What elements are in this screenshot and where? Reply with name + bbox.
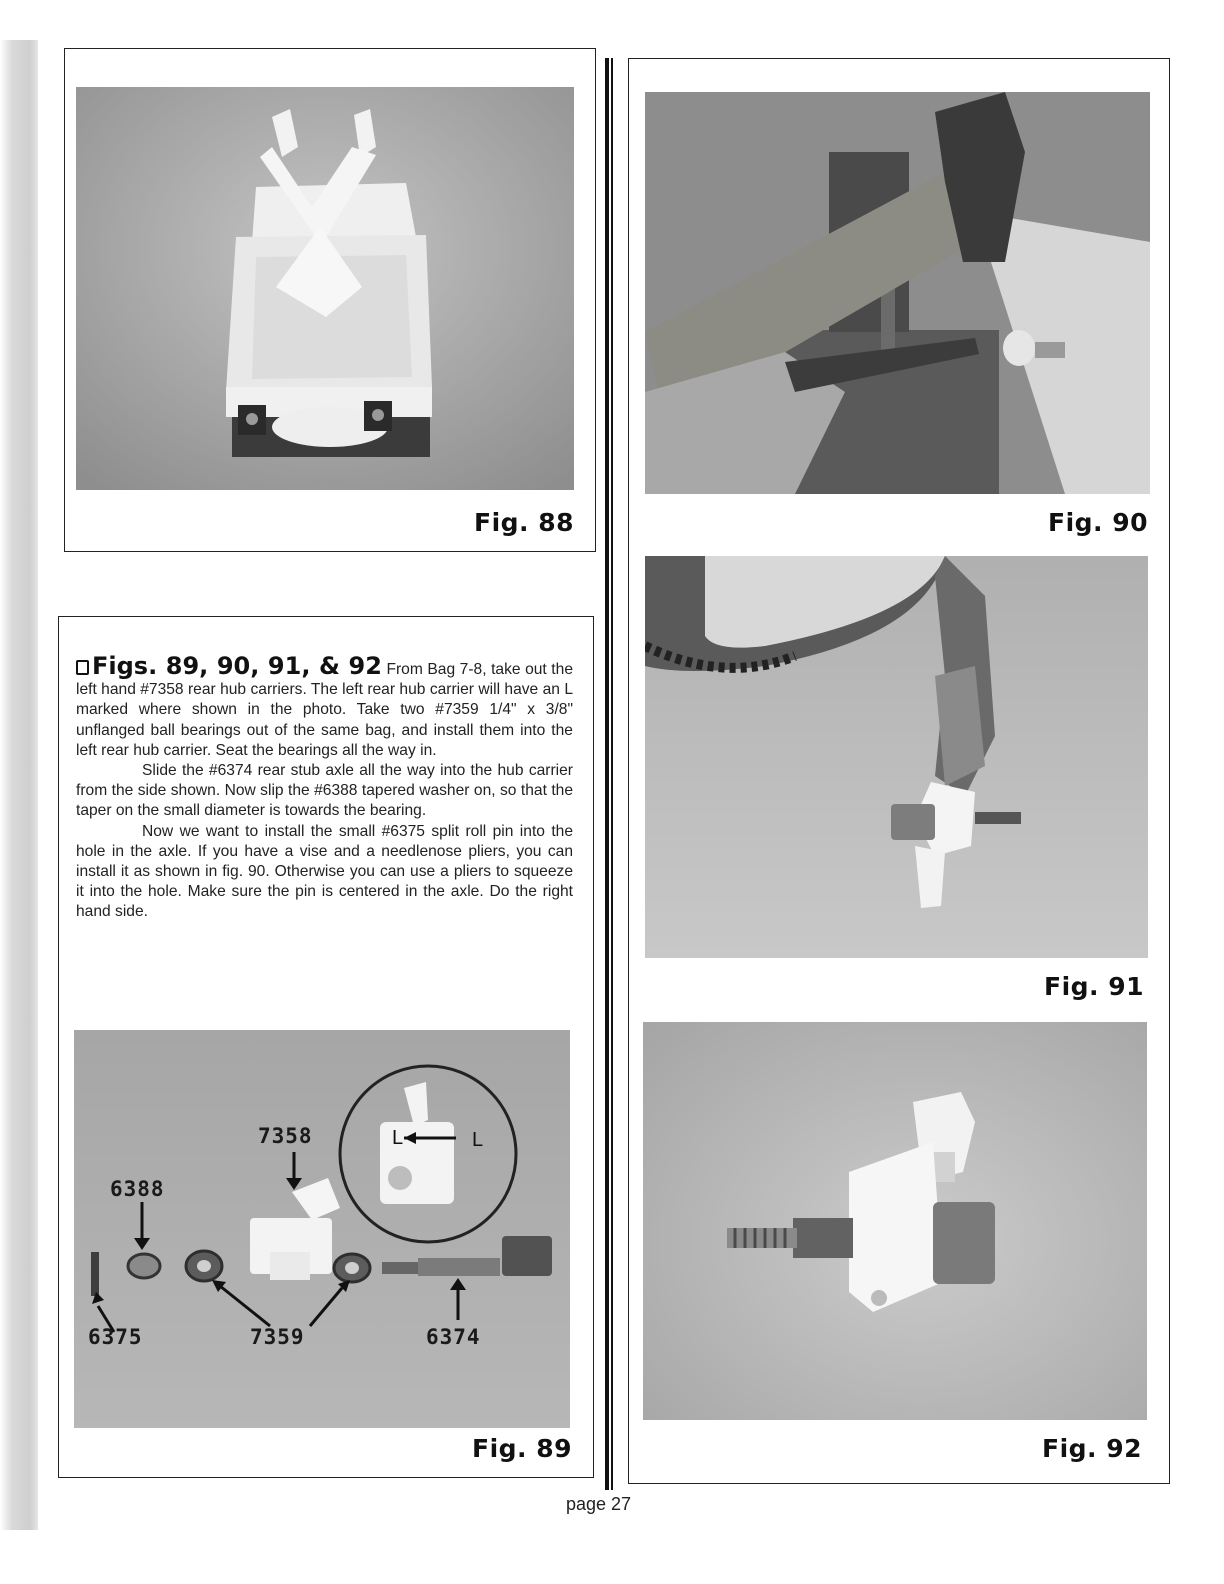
column-divider (605, 58, 609, 1490)
fig92-label: Fig. 92 (1042, 1434, 1143, 1463)
column-divider-thin (611, 58, 613, 1490)
instructions-text (76, 652, 573, 923)
instructions-paragraph-2: Slide the #6374 rear stub axle all the way into the hub carrier from the side shown. Now slip the #6388 tapered washer on, so that the taper on the small diameter is towards the bearing. (76, 762, 573, 820)
inset-mark-right: L (472, 1129, 484, 1151)
fig91-photo (645, 556, 1148, 958)
fig89-photo (74, 1030, 570, 1428)
binding-shadow (0, 40, 38, 1530)
fig90-photo (645, 92, 1150, 494)
checkbox-icon[interactable] (76, 660, 89, 675)
fig91-label: Fig. 91 (1044, 972, 1145, 1001)
fig92-photo (643, 1022, 1147, 1420)
fig90-label: Fig. 90 (1048, 508, 1149, 537)
fig88-label: Fig. 88 (474, 508, 575, 537)
instructions-paragraph-3: Now we want to install the small #6375 split roll pin into the hole in the axle. If you have a vise and a needlenose pliers, you can install it as shown in fig. 90. Otherwise you can use a pliers to squeeze it into the hole. Make sure the pin is centered in the axle. Do the right hand side. (76, 822, 573, 921)
part-label-6374: 6374 (426, 1325, 481, 1349)
part-label-7359: 7359 (250, 1325, 305, 1349)
part-label-7358: 7358 (258, 1124, 313, 1148)
instructions-paragraph-1: From Bag 7-8, take out the left hand #7358 rear hub carriers. The left rear hub carrier will have an L marked where shown in the photo. Take two #7359 1/4" x 3/8" unflanged ball bearings out of the same bag, and install them into the left rear hub carrier. Seat the bearings all the way in. (76, 661, 573, 759)
page-number: page 27 (566, 1494, 632, 1514)
instructions-heading: Figs. 89, 90, 91, & 92 (92, 652, 382, 680)
fig88-photo (76, 87, 574, 490)
fig89-label: Fig. 89 (472, 1434, 573, 1463)
part-label-6388: 6388 (110, 1177, 165, 1201)
part-label-6375: 6375 (88, 1325, 143, 1349)
inset-mark-left: L (392, 1127, 404, 1149)
